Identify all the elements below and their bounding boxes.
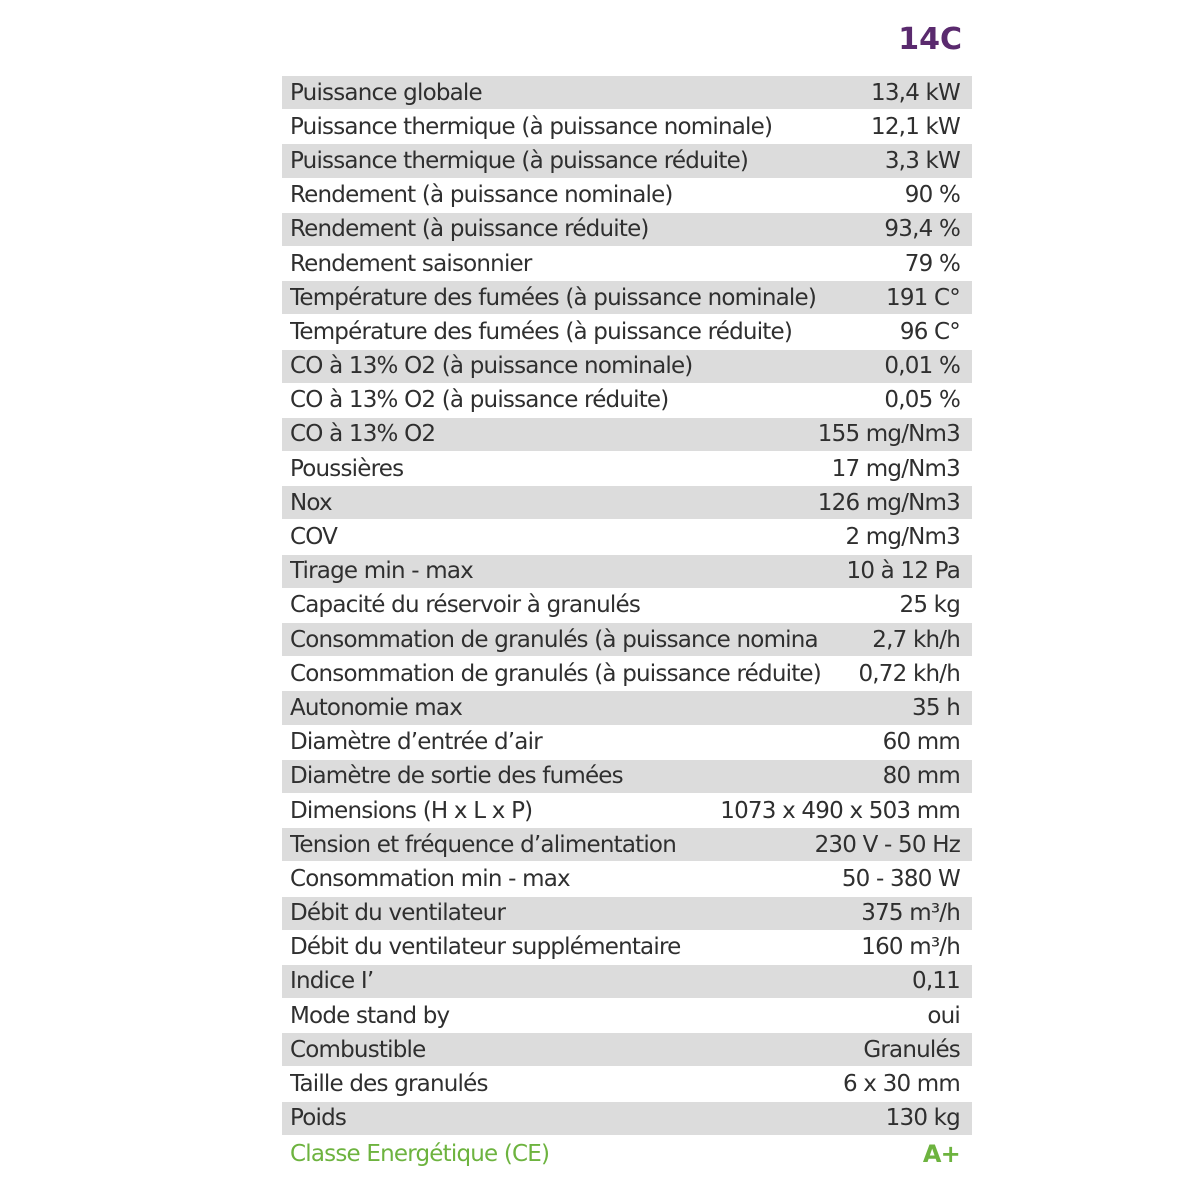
spec-row: [282, 794, 972, 828]
spec-row: [282, 315, 972, 349]
spec-row: [282, 931, 972, 965]
spec-value: 191 C°: [886, 284, 960, 311]
spec-label: Mode stand by: [290, 1002, 450, 1029]
spec-value: 2 mg/Nm3: [845, 524, 960, 551]
spec-value: 93,4 %: [884, 216, 960, 243]
spec-value: 230 V - 50 Hz: [814, 831, 960, 858]
spec-row: [282, 657, 972, 691]
spec-label: Indice I’: [290, 968, 374, 995]
spec-value: Granulés: [863, 1036, 960, 1063]
spec-label: CO à 13% O2: [290, 421, 436, 448]
spec-row: [282, 486, 972, 520]
spec-value: 155 mg/Nm3: [817, 421, 960, 448]
spec-row: [282, 1067, 972, 1101]
spec-value: 96 C°: [899, 318, 960, 345]
spec-row: [282, 418, 972, 452]
energy-class-row: [282, 1136, 972, 1172]
spec-label: Puissance thermique (à puissance réduite): [290, 147, 749, 174]
spec-value: oui: [927, 1002, 960, 1029]
spec-row: [282, 1033, 972, 1067]
spec-row: [282, 452, 972, 486]
spec-label: Rendement (à puissance réduite): [290, 216, 649, 243]
spec-table: [282, 76, 972, 1172]
spec-label: Diamètre de sortie des fumées: [290, 763, 623, 790]
spec-value: 6 x 30 mm: [842, 1071, 960, 1098]
spec-value: 0,72 kh/h: [858, 660, 960, 687]
spec-value: 90 %: [904, 182, 960, 209]
spec-row: [282, 999, 972, 1033]
spec-value: 17 mg/Nm3: [831, 455, 960, 482]
spec-label: Température des fumées (à puissance réduite): [290, 318, 793, 345]
spec-label: Nox: [290, 489, 332, 516]
spec-label: Autonomie max: [290, 694, 463, 721]
spec-label: Tirage min - max: [290, 558, 473, 585]
spec-label: Rendement (à puissance nominale): [290, 182, 673, 209]
spec-row: [282, 828, 972, 862]
spec-row: [282, 144, 972, 178]
spec-label: Puissance globale: [290, 79, 482, 106]
spec-row: [282, 281, 972, 315]
spec-label: Rendement saisonnier: [290, 250, 532, 277]
spec-label: Débit du ventilateur supplémentaire: [290, 934, 681, 961]
spec-value: 80 mm: [882, 763, 960, 790]
spec-label: Poids: [290, 1105, 347, 1132]
spec-label: Débit du ventilateur: [290, 900, 506, 927]
spec-row: [282, 247, 972, 281]
spec-value: 0,01 %: [884, 353, 960, 380]
spec-value: 2,7 kh/h: [872, 626, 960, 653]
spec-value: 10 à 12 Pa: [846, 558, 960, 585]
spec-value: 12,1 kW: [871, 113, 960, 140]
spec-row: [282, 691, 972, 725]
spec-row: [282, 213, 972, 247]
spec-row: [282, 589, 972, 623]
spec-row: [282, 384, 972, 418]
spec-value: 79 %: [904, 250, 960, 277]
spec-value: 35 h: [912, 694, 960, 721]
spec-label: Poussières: [290, 455, 404, 482]
spec-row: [282, 179, 972, 213]
spec-label: Combustible: [290, 1036, 426, 1063]
spec-label: Capacité du réservoir à granulés: [290, 592, 641, 619]
spec-label: Consommation min - max: [290, 865, 570, 892]
spec-row: [282, 726, 972, 760]
energy-class-label: Classe Energétique (CE): [290, 1140, 550, 1167]
energy-class-value: A+: [922, 1139, 960, 1168]
spec-row: [282, 76, 972, 110]
spec-row: [282, 520, 972, 554]
spec-value: 0,05 %: [884, 387, 960, 414]
spec-value: 13,4 kW: [871, 79, 960, 106]
spec-row: [282, 555, 972, 589]
spec-row: [282, 897, 972, 931]
spec-value: 25 kg: [899, 592, 960, 619]
spec-row: [282, 965, 972, 999]
spec-row: [282, 110, 972, 144]
spec-value: 1073 x 490 x 503 mm: [720, 797, 960, 824]
spec-label: Diamètre d’entrée d’air: [290, 729, 542, 756]
spec-label: Température des fumées (à puissance nominale): [290, 284, 817, 311]
spec-label: CO à 13% O2 (à puissance réduite): [290, 387, 669, 414]
spec-value: 126 mg/Nm3: [817, 489, 960, 516]
spec-row: [282, 862, 972, 896]
spec-label: Puissance thermique (à puissance nominale): [290, 113, 773, 140]
spec-label: Consommation de granulés (à puissance réduite): [290, 660, 821, 687]
spec-row: [282, 1102, 972, 1136]
model-title: 14C: [898, 22, 962, 57]
spec-value: 3,3 kW: [884, 147, 960, 174]
spec-value: 60 mm: [882, 729, 960, 756]
spec-label: Dimensions (H x L x P): [290, 797, 533, 824]
spec-label: Taille des granulés: [290, 1071, 488, 1098]
spec-value: 0,11: [911, 968, 960, 995]
spec-row: [282, 350, 972, 384]
spec-value: 160 m³/h: [861, 934, 960, 961]
spec-label: COV: [290, 524, 338, 551]
spec-value: 50 - 380 W: [841, 865, 960, 892]
spec-row: [282, 623, 972, 657]
spec-label: Tension et fréquence d’alimentation: [290, 831, 676, 858]
spec-label: CO à 13% O2 (à puissance nominale): [290, 353, 693, 380]
spec-value: 375 m³/h: [861, 900, 960, 927]
spec-value: 130 kg: [885, 1105, 960, 1132]
spec-label: Consommation de granulés (à puissance nomina: [290, 626, 818, 653]
spec-row: [282, 760, 972, 794]
